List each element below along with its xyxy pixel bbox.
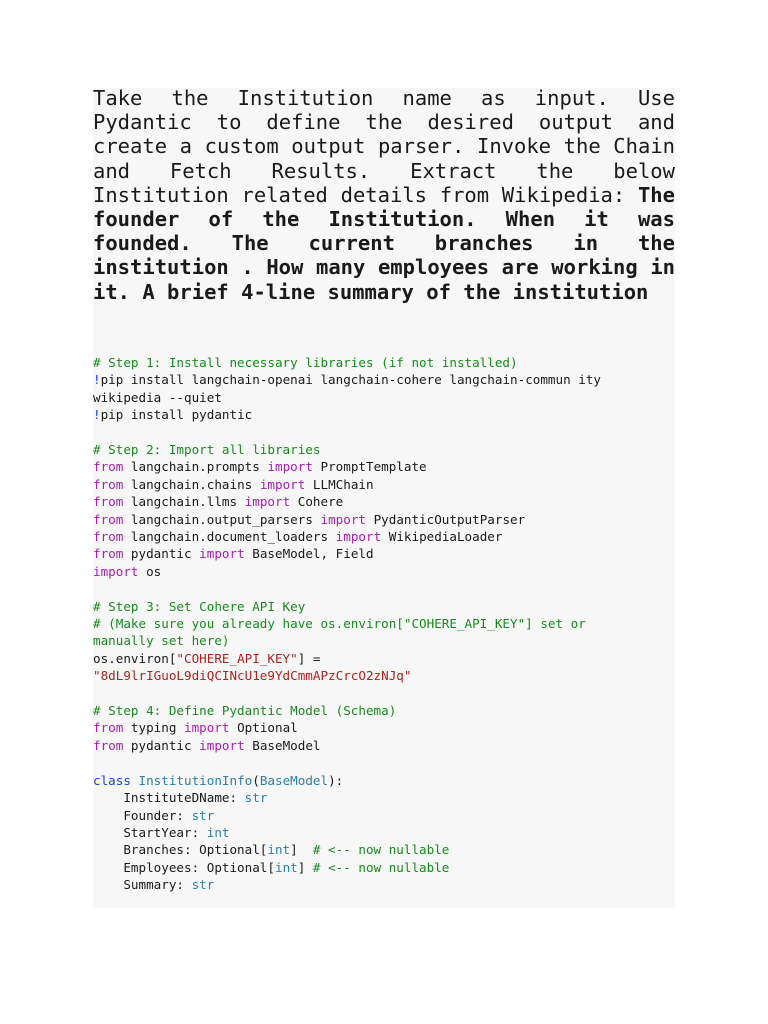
code-line bbox=[93, 667, 675, 684]
code-token: import bbox=[244, 494, 291, 510]
code-token: pydantic bbox=[123, 737, 200, 753]
code-line bbox=[93, 493, 675, 510]
code-token: langchain.document_loaders bbox=[123, 529, 336, 545]
code-token: langchain.chains bbox=[123, 476, 260, 492]
code-token: StartYear: bbox=[93, 824, 207, 840]
code-line bbox=[93, 859, 675, 876]
code-token: # Step 4: Define Pydantic Model (Schema) bbox=[93, 703, 397, 719]
code-token: langchain.prompts bbox=[123, 459, 268, 475]
code-token: str bbox=[244, 790, 268, 806]
code-token: "8dL9lrIGuoL9diQCINcU1e9YdCmmAPzCrcO2zNJq" bbox=[93, 668, 412, 684]
code-token: from bbox=[93, 529, 124, 545]
code-token: from bbox=[93, 546, 124, 562]
code-token: from bbox=[93, 511, 124, 527]
code-line bbox=[93, 458, 675, 475]
code-token: Summary: bbox=[93, 877, 192, 893]
code-token: LLMChain bbox=[305, 476, 374, 492]
code-token: int bbox=[206, 824, 230, 840]
code-token: PydanticOutputParser bbox=[365, 511, 526, 527]
code-token: from bbox=[93, 737, 124, 753]
code-line bbox=[93, 824, 675, 841]
code-token: # Step 3: Set Cohere API Key bbox=[93, 598, 306, 614]
code-token: ): bbox=[328, 772, 344, 788]
code-line bbox=[93, 406, 675, 423]
code-token: # <-- now nullable bbox=[312, 842, 450, 858]
code-token: Employees: Optional[ bbox=[93, 859, 275, 875]
code-token: ] bbox=[290, 842, 313, 858]
code-block bbox=[93, 354, 675, 894]
code-token: ! bbox=[93, 407, 101, 423]
code-token: InstituteDName: bbox=[93, 790, 245, 806]
code-line bbox=[93, 424, 675, 441]
code-token: ] = bbox=[297, 650, 321, 666]
code-line bbox=[93, 563, 675, 580]
code-line bbox=[93, 650, 675, 667]
code-line bbox=[93, 807, 675, 824]
code-token: import bbox=[267, 459, 313, 475]
code-token: import bbox=[320, 511, 366, 527]
code-token: # Step 1: Install necessary libraries (if not installed) bbox=[93, 355, 518, 370]
code-line bbox=[93, 476, 675, 493]
code-line bbox=[93, 528, 675, 545]
code-line bbox=[93, 702, 675, 719]
code-token: int bbox=[267, 842, 291, 858]
code-token: typing bbox=[123, 720, 185, 736]
code-token: BaseModel bbox=[244, 737, 321, 753]
code-line bbox=[93, 545, 675, 562]
code-token: from bbox=[93, 494, 124, 510]
code-line bbox=[93, 876, 675, 893]
code-line bbox=[93, 580, 675, 597]
code-token: import bbox=[184, 720, 230, 736]
code-token: BaseModel, Field bbox=[244, 546, 374, 562]
code-token: from bbox=[93, 459, 124, 475]
code-token: os.environ[ bbox=[93, 650, 177, 666]
code-token: # (Make sure you already have os.environ["COHERE_API_KEY"] set or bbox=[93, 616, 586, 632]
code-line bbox=[93, 737, 675, 754]
code-token: int bbox=[274, 859, 298, 875]
code-token: Founder: bbox=[93, 807, 192, 823]
code-token: class bbox=[93, 772, 131, 788]
code-line bbox=[93, 371, 675, 388]
code-token: from bbox=[93, 476, 124, 492]
code-token: ! bbox=[93, 372, 101, 388]
code-token: # Step 2: Import all libraries bbox=[93, 442, 321, 458]
code-line bbox=[93, 789, 675, 806]
code-line bbox=[93, 598, 675, 615]
code-token: pydantic bbox=[123, 546, 200, 562]
code-token: Branches: Optional[ bbox=[93, 842, 268, 858]
code-line bbox=[93, 754, 675, 771]
task-prompt bbox=[93, 86, 675, 304]
code-token: langchain.llms bbox=[123, 494, 245, 510]
code-token: pip install langchain-openai langchain-cohere langchain-commun ity bbox=[100, 372, 602, 388]
code-token: import bbox=[199, 546, 245, 562]
code-token bbox=[131, 773, 139, 788]
code-token: langchain.output_parsers bbox=[123, 511, 321, 527]
code-token: import bbox=[199, 737, 245, 753]
code-token: ] bbox=[297, 859, 313, 875]
prompt-bold-text: The founder of the Institution. When it was founded. The current branches in the institution . How many employees are working in it. A brief 4-line summary of the institution bbox=[93, 182, 675, 304]
code-token: wikipedia --quiet bbox=[93, 389, 222, 405]
code-token: WikipediaLoader bbox=[381, 529, 503, 545]
code-token: manually set here) bbox=[93, 633, 230, 649]
code-line bbox=[93, 511, 675, 528]
code-line bbox=[93, 719, 675, 736]
code-token: os bbox=[138, 563, 162, 579]
code-token: pip install pydantic bbox=[100, 407, 253, 423]
code-token: # <-- now nullable bbox=[312, 859, 450, 875]
code-line bbox=[93, 772, 675, 789]
code-token: Optional bbox=[229, 720, 298, 736]
code-line bbox=[93, 841, 675, 858]
code-token: import bbox=[93, 563, 139, 579]
code-token: PromptTemplate bbox=[312, 459, 427, 475]
code-token: from bbox=[93, 720, 124, 736]
code-token: BaseModel bbox=[259, 772, 329, 788]
code-token: Cohere bbox=[290, 494, 344, 510]
code-line bbox=[93, 354, 675, 371]
code-token: str bbox=[191, 877, 215, 893]
code-line bbox=[93, 441, 675, 458]
code-token: ( bbox=[252, 772, 260, 788]
code-line bbox=[93, 389, 675, 406]
code-line bbox=[93, 632, 675, 649]
code-line bbox=[93, 615, 675, 632]
code-line bbox=[93, 685, 675, 702]
code-token: import bbox=[335, 529, 382, 545]
code-token: str bbox=[191, 807, 215, 823]
code-token: InstitutionInfo bbox=[138, 772, 253, 788]
prompt-text: Take the Institution name as input. Use Pydantic to define the desired output and create a custom output parser. Invoke the Chain and Fetch Results. Extract the below Institution related details from Wikipedia: bbox=[93, 86, 675, 207]
code-token: "COHERE_API_KEY" bbox=[176, 650, 298, 666]
code-token: import bbox=[259, 476, 306, 492]
